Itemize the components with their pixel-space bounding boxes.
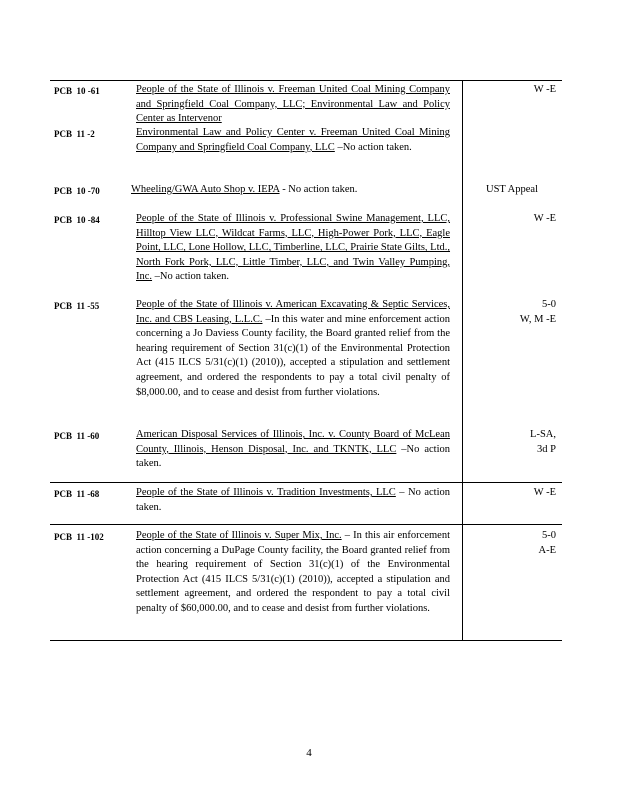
- case-title: People of the State of Illinois v. Freeman United Coal Mining Company and Springfield Coal Company, LLC; Environmental Law and Policy Center as Intervenor: [136, 84, 450, 125]
- page-number: 4: [306, 747, 312, 759]
- case-title: Wheeling/GWA Auto Shop v. IEPA: [131, 184, 280, 195]
- case-title: People of the State of Illinois v. Tradition Investments, LLC: [136, 487, 396, 498]
- case-action: –No action taken.: [152, 271, 230, 283]
- case-title: People of the State of Illinois v. American Excavating & Septic Services, Inc. and CBS Leasing, L.L.C.: [136, 299, 450, 325]
- case-title: People of the State of Illinois v. Super Mix, Inc.: [136, 530, 342, 541]
- case-number: PCB 11 -60: [54, 431, 100, 441]
- vote-label: W -E: [533, 84, 556, 95]
- case-title: People of the State of Illinois v. Professional Swine Management, LLC, Hilltop View LLC, Wildcat Farms, LLC, High-Power Pork, LLC, Eagle Point, LLC, Lone Hollow, LLC, Timberline, LLC, Prairie State Gilts, Ltd., North Fork Pork, LLC, Little Timber, LLC, and Twin Valley Pumping, Inc.: [136, 213, 451, 283]
- case-action: –No action taken.: [136, 443, 450, 470]
- case-title: Environmental Law and Policy Center v. Freeman United Coal Mining Company and Springfield Coal Company, LLC: [136, 127, 450, 153]
- case-number: PCB 10 -84: [54, 215, 100, 225]
- case-entry: [136, 486, 450, 515]
- vote-label: 5-0 A-E: [538, 530, 556, 556]
- table-bottom-border: [50, 640, 562, 641]
- vote-label: 5-0 W, M -E: [519, 299, 556, 325]
- case-entry: [131, 183, 451, 198]
- case-entry: [136, 298, 450, 400]
- vote-label: W -E: [533, 487, 556, 498]
- case-title: American Disposal Services of Illinois, Inc. v. County Board of McLean County, Illinois, Henson Disposal, Inc. and TKNTK, LLC: [136, 429, 450, 455]
- case-action: –In this water and mine enforcement action concerning a Jo Daviess County facility, the Board granted relief from the hearing requirement of Section 31(c)(1) of the Environmental Protection Act (415 ILCS 5/31(c)(1) (2010)), accepted a stipulation and settlement agreement, and ordered the respondents to pay a total civil penalty of $8,000.00, and to cease and desist from further violations.: [136, 313, 451, 398]
- case-entry: [136, 212, 450, 285]
- vote-label: W -E: [533, 213, 556, 224]
- vote-label: UST Appeal: [485, 184, 538, 195]
- case-entry: [136, 83, 450, 127]
- vote-column-divider: [462, 80, 463, 640]
- case-number: PCB 11 -102: [54, 532, 104, 542]
- case-entry: [136, 126, 450, 155]
- case-number: PCB 11 -55: [54, 301, 100, 311]
- case-action: – No action taken.: [136, 487, 450, 513]
- case-entry: [136, 428, 450, 472]
- table-top-border: [50, 80, 562, 81]
- case-action: –No action taken.: [334, 141, 412, 153]
- vote-label: L-SA, 3d P: [530, 429, 556, 455]
- case-number: PCB 10 -61: [54, 86, 100, 96]
- case-action: – In this air enforcement action concerning a DuPage County facility, the Board granted relief from the hearing requirement of Section 31(c)(1) of the Environmental Protection Act (415 ILCS 5/31(c)(1) (2010)), accepted a stipulation and settlement agreement, and ordered the respondent to pay a total civil penalty of $60,000.00, and to cease and desist from further violations.: [136, 530, 450, 614]
- case-number: PCB 11 -2: [54, 129, 95, 139]
- case-number: PCB 11 -68: [54, 489, 100, 499]
- row-divider: [50, 524, 562, 525]
- case-action: - No action taken.: [279, 184, 358, 195]
- case-number: PCB 10 -70: [54, 186, 100, 196]
- row-divider: [50, 482, 562, 483]
- case-entry: [136, 529, 450, 617]
